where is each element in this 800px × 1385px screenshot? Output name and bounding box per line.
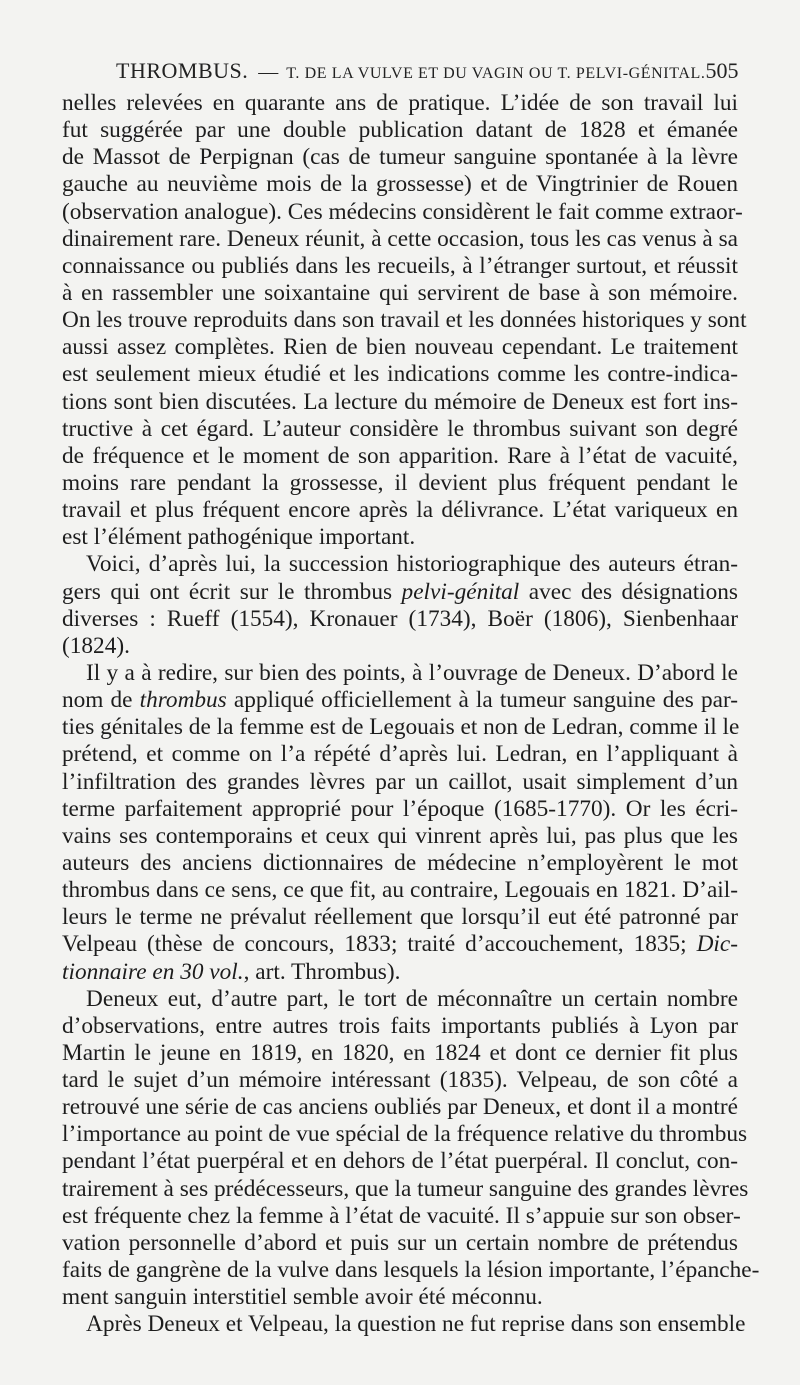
text-line: vains ses contemporains et ceux qui vinrent après lui, pas plus que les — [62, 822, 738, 849]
text-line: gauche au neuvième mois de la grossesse) et de Vingtrinier de Rouen — [62, 171, 738, 198]
text-line: faits de gangrène de la vulve dans lesquels la lésion importante, l’épanche- — [62, 1257, 760, 1284]
text-line: est l’élément pathogénique important. — [62, 524, 416, 551]
text-line: Après Deneux et Velpeau, la question ne fut reprise dans son ensemble — [86, 1311, 746, 1338]
text-line: est seulement mieux étudié et les indications comme les contre-indica- — [62, 361, 738, 388]
text-line: l’importance au point de vue spécial de la fréquence relative du thrombus — [62, 1121, 748, 1148]
text-line: Voici, d’après lui, la succession historiographique des auteurs étran- — [86, 551, 738, 578]
text-line: travail et plus fréquent encore après la délivrance. L’état variqueux en — [62, 497, 738, 524]
text-line: auteurs des anciens dictionnaires de médecine n’employèrent le mot — [62, 849, 738, 876]
text-line: moins rare pendant la grossesse, il devient plus fréquent pendant le — [62, 469, 738, 496]
text-line: gers qui ont écrit sur le thrombus pelvi-génital avec des désignations — [62, 578, 738, 605]
text-line: tions sont bien discutées. La lecture du mémoire de Deneux est fort ins- — [62, 388, 738, 415]
running-header — [116, 58, 739, 84]
text-line: tructive à cet égard. L’auteur considère le thrombus suivant son degré — [62, 415, 738, 442]
text-line: On les trouve reproduits dans son travail et les données historiques y sont — [62, 307, 747, 334]
text-line: pendant l’état puerpéral et en dehors de l’état puerpéral. Il conclut, con- — [62, 1148, 738, 1175]
text-line: prétend, et comme on l’a répété d’après lui. Ledran, en l’appliquant à — [62, 741, 738, 768]
text-line: aussi assez complètes. Rien de bien nouveau cependant. Le traitement — [62, 334, 738, 361]
text-line: d’observations, entre autres trois faits importants publiés à Lyon par — [62, 1012, 738, 1039]
text-line: tionnaire en 30 vol., art. Thrombus). — [62, 958, 401, 985]
text-line: Il y a à redire, sur bien des points, à l’ouvrage de Deneux. D’abord le — [86, 659, 738, 686]
text-line: nom de thrombus appliqué officiellement à la tumeur sanguine des par- — [62, 687, 738, 714]
text-line: fut suggérée par une double publication datant de 1828 et émanée — [62, 117, 738, 144]
text-line: nelles relevées en quarante ans de pratique. L’idée de son travail lui — [62, 90, 738, 116]
text-line: ment sanguin interstitiel semble avoir été méconnu. — [62, 1284, 543, 1311]
text-line: vation personnelle d’abord et puis sur un certain nombre de prétendus — [62, 1229, 738, 1256]
running-subtitle: T. DE LA VULVE ET DU VAGIN OU T. PELVI-GÉNITAL. — [286, 65, 706, 82]
text-line: de fréquence et le moment de son apparition. Rare à l’état de vacuité, — [62, 442, 738, 469]
text-line: thrombus dans ce sens, ce que fit, au contraire, Legouais en 1821. D’ail- — [62, 877, 738, 904]
text-line: terme parfaitement approprié pour l’époque (1685-1770). Or les écri- — [62, 795, 738, 822]
text-line: dinairement rare. Deneux réunit, à cette occasion, tous les cas venus à sa — [62, 225, 738, 252]
text-line: Martin le jeune en 1819, en 1820, en 1824 et dont ce dernier fit plus — [62, 1039, 738, 1066]
header-dash: — — [258, 61, 279, 83]
text-line: retrouvé une série de cas anciens oubliés par Deneux, et dont il a montré — [62, 1094, 738, 1121]
text-line: (observation analogue). Ces médecins considèrent le fait comme extraor- — [62, 198, 743, 225]
text-line: Deneux eut, d’autre part, le tort de méconnaître un certain nombre — [86, 985, 738, 1012]
text-line: ties génitales de la femme est de Legouais et non de Ledran, comme il le — [62, 714, 740, 741]
text-line: tard le sujet d’un mémoire intéressant (1835). Velpeau, de son côté a — [62, 1067, 738, 1094]
text-line: leurs le terme ne prévalut réellement que lorsqu’il eut été patronné par — [62, 904, 738, 931]
text-line: est fréquente chez la femme à l’état de vacuité. Il s’appuie sur son obser- — [62, 1202, 741, 1229]
text-line: l’infiltration des grandes lèvres par un caillot, usait simplement d’un — [62, 768, 738, 795]
text-line: diverses : Rueff (1554), Kronauer (1734), Boër (1806), Sienbenhaar — [62, 605, 738, 632]
text-line: à en rassembler une soixantaine qui servirent de base à son mémoire. — [62, 279, 738, 306]
text-line: connaissance ou publiés dans les recueils, à l’étranger surtout, et réussit — [62, 252, 738, 279]
body-text — [62, 90, 760, 1338]
running-title: THROMBUS. — [116, 58, 249, 83]
text-line: Velpeau (thèse de concours, 1833; traité d’accouchement, 1835; Dic- — [62, 931, 738, 958]
text-line: de Massot de Perpignan (cas de tumeur sanguine spontanée à la lèvre — [62, 144, 738, 171]
text-line: (1824). — [62, 632, 130, 659]
page-number: 505 — [705, 58, 739, 83]
text-line: trairement à ses prédécesseurs, que la tumeur sanguine des grandes lèvres — [62, 1175, 749, 1202]
